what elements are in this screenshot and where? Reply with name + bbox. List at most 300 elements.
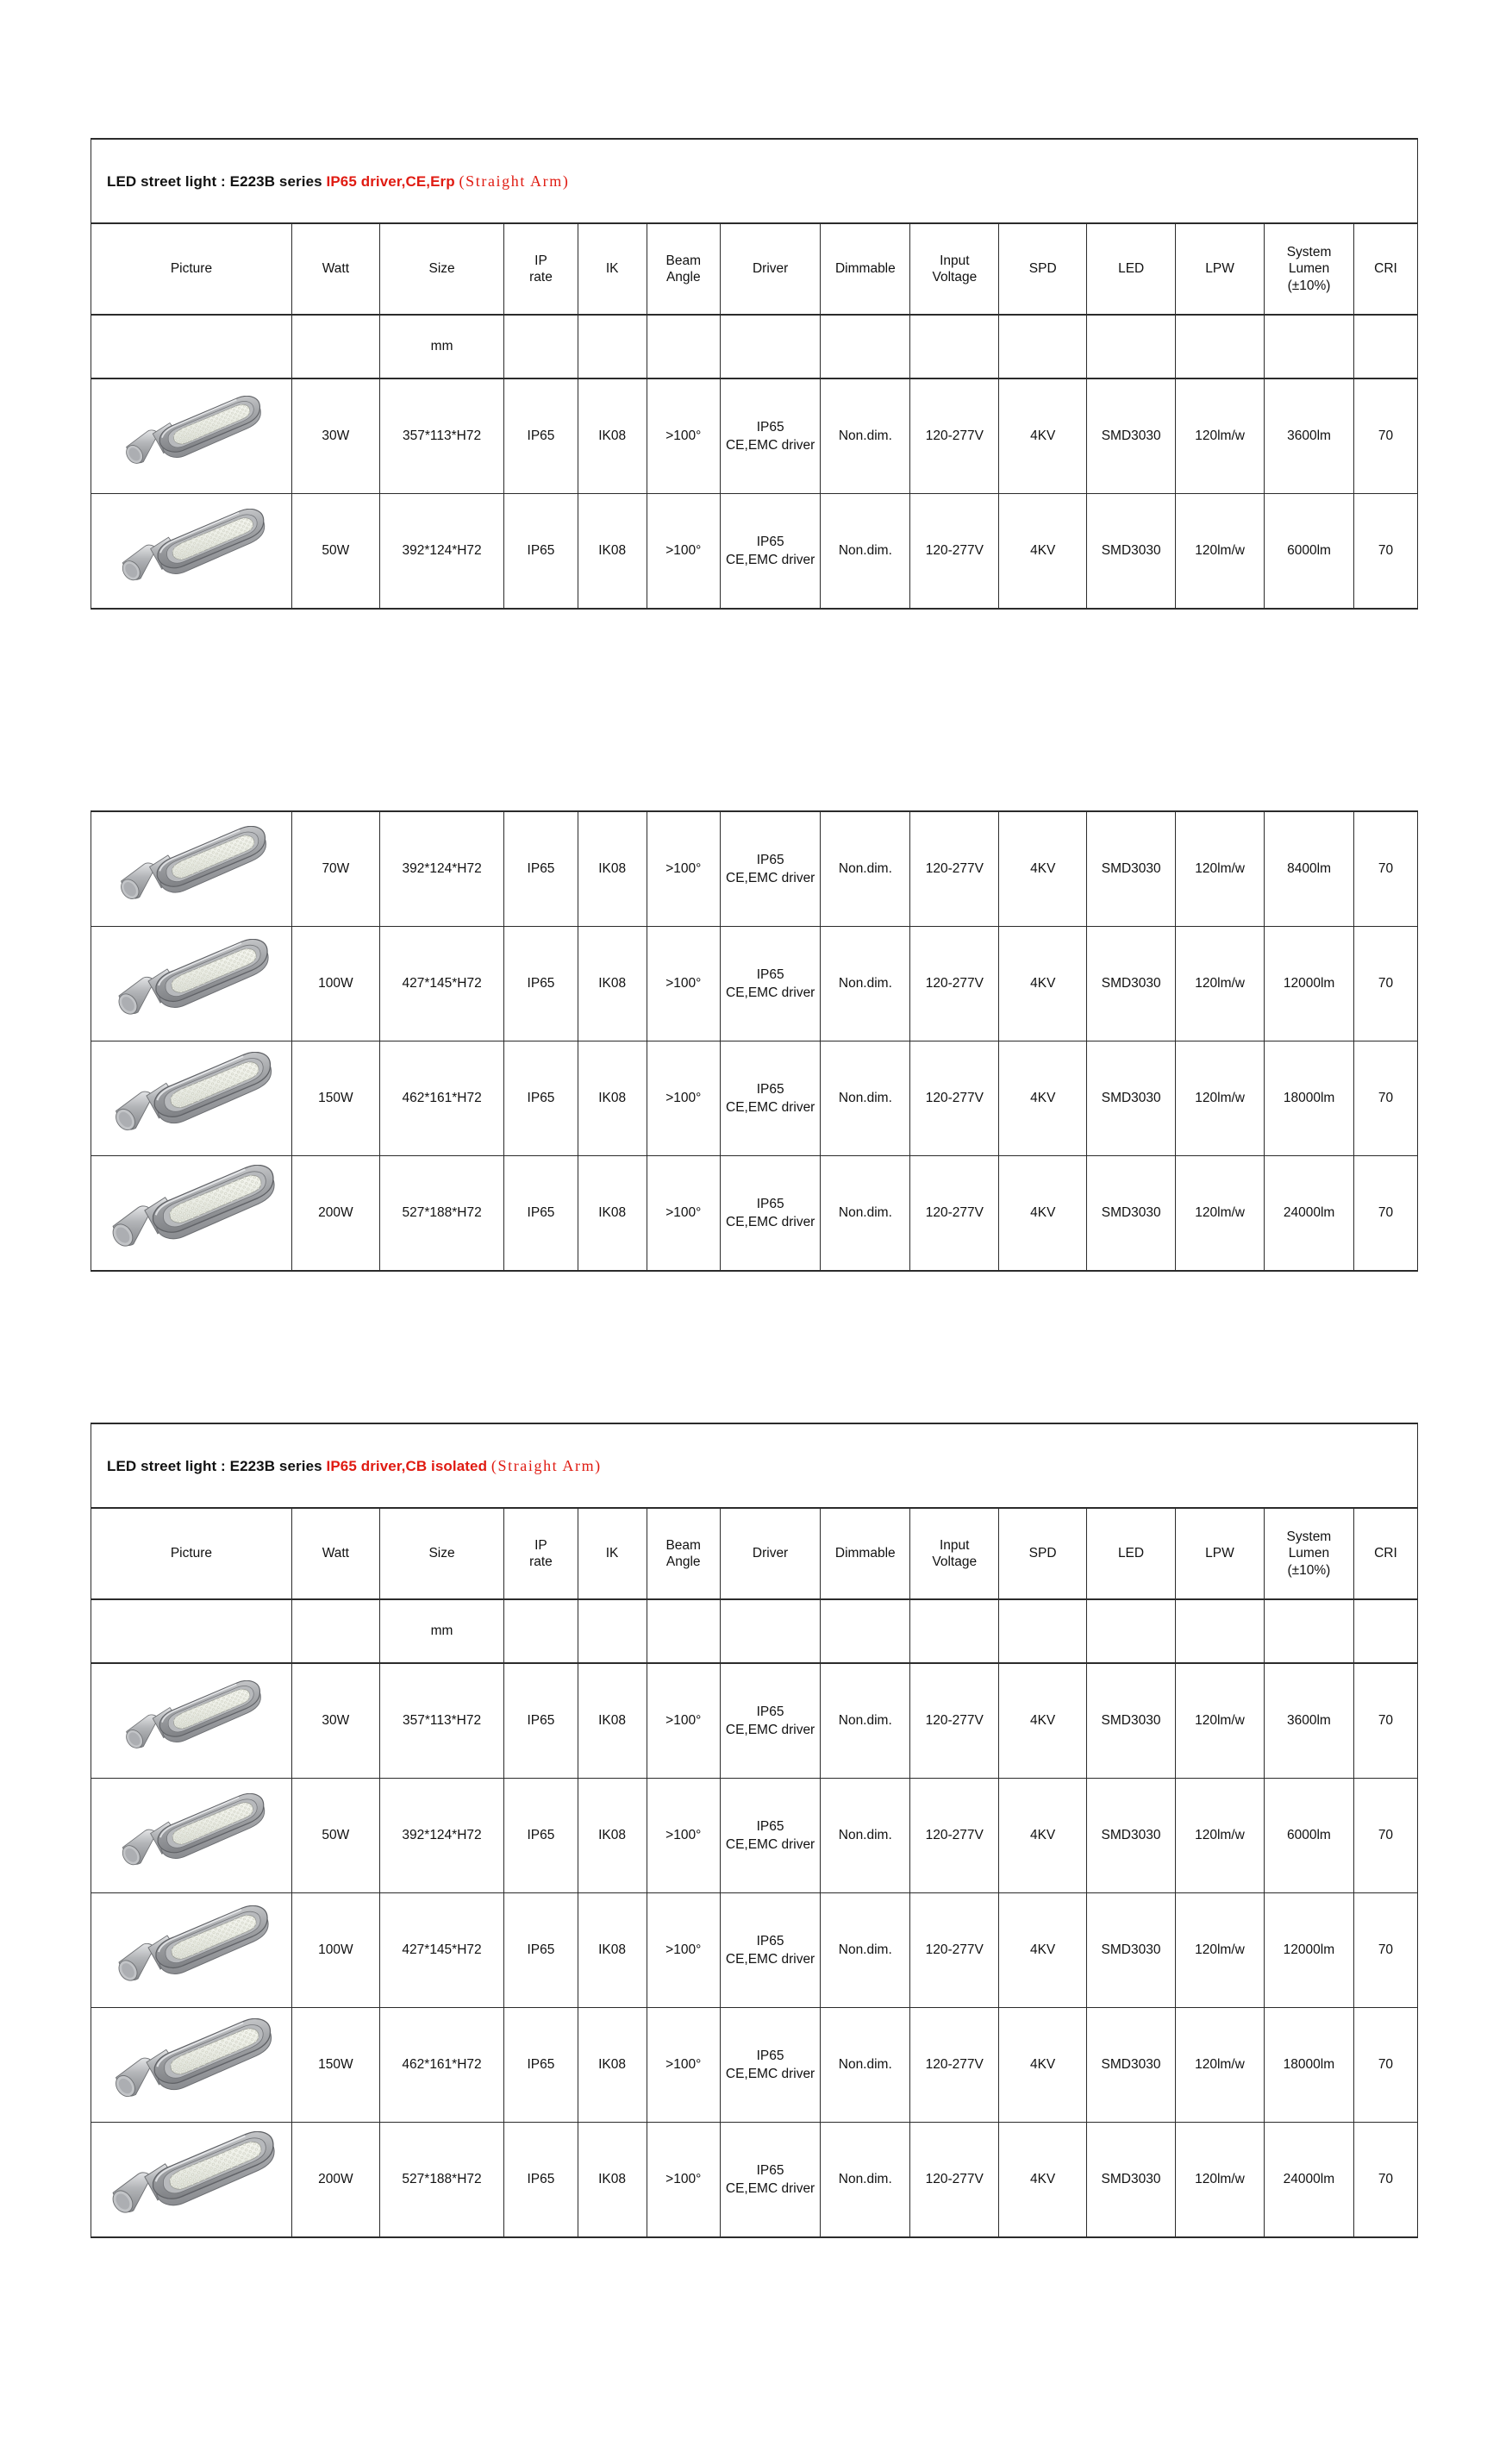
column-header-beam-angle xyxy=(647,1508,720,1599)
cell-driver xyxy=(720,811,820,927)
title-spec: IP65 driver,CB isolated xyxy=(326,1457,491,1474)
pole-socket xyxy=(122,430,158,466)
cell-watt: 30W xyxy=(291,1663,379,1779)
section-title xyxy=(107,172,1417,191)
cell-ip-rate: IP65 xyxy=(504,1779,578,1893)
unit-cell-size: mm xyxy=(379,1599,504,1663)
cell-cri: 70 xyxy=(1353,1893,1417,2008)
driver-line-1: IP65 xyxy=(756,420,784,435)
header-line: (±10%) xyxy=(1287,1562,1331,1578)
driver-line-2: CE,EMC driver xyxy=(725,552,815,567)
cell-system-lumen: 12000lm xyxy=(1264,1893,1353,2008)
cell-dimmable: Non.dim. xyxy=(821,2123,910,2238)
cell-dimmable: Non.dim. xyxy=(821,2008,910,2123)
cell-beam-angle: >100° xyxy=(647,1041,720,1156)
cell-cri: 70 xyxy=(1354,378,1418,494)
cell-cri: 70 xyxy=(1354,927,1418,1041)
cell-size: 357*113*H72 xyxy=(379,378,504,494)
cell-spd: 4KV xyxy=(999,2008,1087,2123)
cell-beam-angle: >100° xyxy=(647,2123,720,2238)
cell-led: SMD3030 xyxy=(1087,494,1176,610)
unit-cell-led xyxy=(1087,1599,1176,1663)
header-line: rate xyxy=(529,1554,553,1569)
led-street-light-icon xyxy=(100,1165,283,1261)
table-row xyxy=(91,1156,1418,1272)
header-line: Watt xyxy=(322,261,350,277)
cell-dimmable: Non.dim. xyxy=(821,1041,910,1156)
cell-watt: 70W xyxy=(291,811,379,927)
cell-ip-rate: IP65 xyxy=(504,1041,578,1156)
header-line: rate xyxy=(529,270,553,285)
cell-ip-rate: IP65 xyxy=(504,927,578,1041)
pole-socket xyxy=(112,2058,153,2100)
pole-socket xyxy=(116,1943,154,1984)
driver-line-2: CE,EMC driver xyxy=(726,985,815,1000)
cell-ip-rate: IP65 xyxy=(504,1893,578,2008)
cell-system-lumen: 24000lm xyxy=(1265,1156,1354,1272)
cell-system-lumen: 24000lm xyxy=(1264,2123,1353,2238)
header-line: Beam xyxy=(665,253,702,268)
cell-watt: 150W xyxy=(291,2008,379,2123)
cell-size: 462*161*H72 xyxy=(379,2008,504,2123)
unit-cell-ik xyxy=(578,315,647,378)
product-picture-cell xyxy=(91,1156,292,1272)
cell-ip-rate: IP65 xyxy=(504,1663,578,1779)
header-line: Angle xyxy=(665,270,701,285)
title-prefix: LED street light : E223B series xyxy=(107,1457,327,1474)
cell-spd: 4KV xyxy=(999,378,1087,494)
table-row xyxy=(91,1779,1418,1893)
led-street-light-icon xyxy=(107,939,276,1029)
column-header-ik xyxy=(578,1508,647,1599)
title-arm: (Straight Arm) xyxy=(490,1456,602,1474)
cell-lpw: 120lm/w xyxy=(1176,494,1265,610)
title-arm: (Straight Arm) xyxy=(459,172,570,190)
driver-line-1: IP65 xyxy=(756,1934,784,1949)
cell-dimmable: Non.dim. xyxy=(821,927,910,1041)
cell-input-voltage: 120-277V xyxy=(910,1156,999,1272)
header-line: Size xyxy=(428,1546,455,1561)
cell-size: 392*124*H72 xyxy=(379,811,504,927)
cell-ip-rate: IP65 xyxy=(504,378,578,494)
led-street-light-icon xyxy=(109,826,273,913)
header-line: Beam xyxy=(665,1537,701,1553)
unit-cell-input-voltage xyxy=(910,1599,999,1663)
driver-line-2: CE,EMC driver xyxy=(725,1836,815,1852)
cell-ik: IK08 xyxy=(578,2008,647,2123)
column-header-cri xyxy=(1353,1508,1417,1599)
column-header-watt xyxy=(291,1508,379,1599)
header-line: SPD xyxy=(1028,1546,1057,1561)
header-line: IK xyxy=(605,1546,619,1561)
cell-system-lumen: 8400lm xyxy=(1265,811,1354,927)
cell-ik: IK08 xyxy=(578,1779,647,1893)
led-street-light-icon xyxy=(103,1052,279,1145)
cell-size: 392*124*H72 xyxy=(379,1779,504,1893)
unit-cell-lpw xyxy=(1175,1599,1264,1663)
cell-watt: 200W xyxy=(291,1156,379,1272)
cell-input-voltage: 120-277V xyxy=(910,378,999,494)
header-line: Dimmable xyxy=(834,261,896,277)
cell-watt: 50W xyxy=(291,1779,379,1893)
cell-input-voltage: 120-277V xyxy=(910,494,999,610)
cell-led: SMD3030 xyxy=(1087,2008,1176,2123)
cell-led: SMD3030 xyxy=(1087,1663,1176,1779)
cell-lpw: 120lm/w xyxy=(1175,1893,1264,2008)
header-line: System xyxy=(1286,1529,1332,1544)
cell-led: SMD3030 xyxy=(1087,1156,1176,1272)
header-line: Input xyxy=(940,253,970,268)
led-street-light-icon xyxy=(103,2018,279,2111)
product-image xyxy=(91,1165,291,1261)
header-line: System xyxy=(1286,244,1332,260)
cell-led: SMD3030 xyxy=(1087,1893,1176,2008)
product-picture-cell xyxy=(91,2123,292,2238)
cell-size: 462*161*H72 xyxy=(379,1041,504,1156)
cell-cri: 70 xyxy=(1354,1041,1418,1156)
unit-cell-spd xyxy=(999,1599,1087,1663)
table-row xyxy=(91,2008,1418,2123)
unit-cell-driver xyxy=(720,1599,820,1663)
unit-cell-beam-angle xyxy=(647,315,720,378)
cell-size: 427*145*H72 xyxy=(379,927,504,1041)
cell-lpw: 120lm/w xyxy=(1175,2008,1264,2123)
product-image xyxy=(91,821,291,917)
column-header-driver xyxy=(720,223,820,315)
cell-ik: IK08 xyxy=(578,927,647,1041)
product-picture-cell xyxy=(91,811,292,927)
cell-cri: 70 xyxy=(1353,1779,1417,1893)
table-header-row xyxy=(91,1508,1418,1599)
header-line: LED xyxy=(1118,261,1145,277)
driver-line-1: IP65 xyxy=(756,853,784,868)
header-line: Picture xyxy=(170,1546,213,1561)
column-header-spd xyxy=(999,223,1087,315)
cell-dimmable: Non.dim. xyxy=(821,1893,910,2008)
driver-line-2: CE,EMC driver xyxy=(726,870,815,885)
driver-line-1: IP65 xyxy=(756,1819,784,1835)
header-line: LPW xyxy=(1205,1546,1234,1561)
driver-line-1: IP65 xyxy=(756,1705,784,1720)
cell-ik: IK08 xyxy=(578,494,647,610)
driver-line-2: CE,EMC driver xyxy=(726,1099,815,1115)
cell-system-lumen: 18000lm xyxy=(1264,2008,1353,2123)
table-row xyxy=(91,927,1418,1041)
cell-ip-rate: IP65 xyxy=(504,2008,578,2123)
unit-cell-size: mm xyxy=(379,315,504,378)
column-header-lpw xyxy=(1175,1508,1264,1599)
unit-cell-beam-angle xyxy=(647,1599,720,1663)
section-title-cell xyxy=(91,1423,1418,1508)
cell-driver xyxy=(720,378,820,494)
spec-table-cb-isolated xyxy=(91,1423,1418,2238)
cell-lpw: 120lm/w xyxy=(1176,1041,1265,1156)
header-line: LED xyxy=(1117,1546,1145,1561)
cell-cri: 70 xyxy=(1354,1156,1418,1272)
table-header-row xyxy=(91,223,1418,315)
unit-cell-spd xyxy=(999,315,1087,378)
cell-cri: 70 xyxy=(1353,1663,1417,1779)
cell-driver xyxy=(720,1779,820,1893)
driver-line-2: CE,EMC driver xyxy=(725,437,815,453)
column-header-watt xyxy=(291,223,379,315)
cell-spd: 4KV xyxy=(999,494,1087,610)
column-header-led xyxy=(1087,1508,1176,1599)
driver-line-1: IP65 xyxy=(756,535,784,550)
cell-dimmable: Non.dim. xyxy=(821,378,910,494)
unit-cell-system-lumen xyxy=(1265,315,1354,378)
cell-system-lumen: 6000lm xyxy=(1265,494,1354,610)
cell-input-voltage: 120-277V xyxy=(910,1663,999,1779)
cell-cri: 70 xyxy=(1354,811,1418,927)
driver-line-1: IP65 xyxy=(756,2163,784,2179)
cell-led: SMD3030 xyxy=(1087,811,1176,927)
header-line: CRI xyxy=(1374,261,1397,277)
product-image xyxy=(91,1902,291,1999)
cell-input-voltage: 120-277V xyxy=(910,2123,999,2238)
cell-watt: 200W xyxy=(291,2123,379,2238)
column-header-system-lumen xyxy=(1265,223,1354,315)
cell-watt: 150W xyxy=(291,1041,379,1156)
column-header-input-voltage xyxy=(910,1508,999,1599)
unit-cell-driver xyxy=(720,315,820,378)
product-image xyxy=(91,1787,291,1884)
product-picture-cell xyxy=(91,2008,292,2123)
spec-table-erp-part2 xyxy=(91,810,1418,1272)
pole-socket xyxy=(109,1206,152,1250)
column-header-ip-rate xyxy=(504,1508,578,1599)
cell-size: 527*188*H72 xyxy=(379,1156,504,1272)
cell-lpw: 120lm/w xyxy=(1176,378,1265,494)
unit-cell-picture xyxy=(91,315,292,378)
led-street-light-icon xyxy=(116,396,267,477)
cell-beam-angle: >100° xyxy=(647,494,720,610)
cell-watt: 30W xyxy=(291,378,379,494)
product-picture-cell xyxy=(91,1041,292,1156)
header-line: Input xyxy=(939,1537,970,1553)
product-image xyxy=(91,503,291,599)
cell-driver xyxy=(720,494,820,610)
cell-lpw: 120lm/w xyxy=(1175,2123,1264,2238)
cell-size: 527*188*H72 xyxy=(379,2123,504,2238)
header-line: Picture xyxy=(170,261,213,277)
column-header-ik xyxy=(578,223,647,315)
driver-line-1: IP65 xyxy=(756,1197,784,1212)
header-line: Lumen xyxy=(1288,1546,1330,1561)
cell-dimmable: Non.dim. xyxy=(821,1156,910,1272)
pole-socket xyxy=(119,1830,156,1868)
cell-lpw: 120lm/w xyxy=(1176,811,1265,927)
unit-cell-watt xyxy=(291,1599,379,1663)
table-row xyxy=(91,811,1418,927)
product-image xyxy=(91,1050,291,1147)
header-line: IP xyxy=(534,1537,547,1553)
cell-lpw: 120lm/w xyxy=(1175,1779,1264,1893)
cell-cri: 70 xyxy=(1354,494,1418,610)
cell-beam-angle: >100° xyxy=(647,1893,720,2008)
product-image xyxy=(91,2131,291,2228)
header-line: Angle xyxy=(665,1554,701,1569)
product-picture-cell xyxy=(91,1663,292,1779)
cell-ip-rate: IP65 xyxy=(504,494,578,610)
cell-dimmable: Non.dim. xyxy=(821,494,910,610)
cell-lpw: 120lm/w xyxy=(1175,1663,1264,1779)
title-spec: IP65 driver,CE,Erp xyxy=(326,172,459,190)
cell-cri: 70 xyxy=(1353,2008,1417,2123)
driver-line-2: CE,EMC driver xyxy=(725,2066,815,2081)
driver-line-2: CE,EMC driver xyxy=(725,1951,815,1967)
column-header-spd xyxy=(999,1508,1087,1599)
header-line: Voltage xyxy=(932,1554,978,1569)
cell-size: 357*113*H72 xyxy=(379,1663,504,1779)
header-line: Lumen xyxy=(1288,261,1330,277)
cell-driver xyxy=(720,2123,820,2238)
product-image xyxy=(91,935,291,1032)
cell-led: SMD3030 xyxy=(1087,2123,1176,2238)
cell-ik: IK08 xyxy=(578,811,647,927)
cell-beam-angle: >100° xyxy=(647,1156,720,1272)
cell-size: 392*124*H72 xyxy=(379,494,504,610)
cell-spd: 4KV xyxy=(999,1156,1087,1272)
header-line: Size xyxy=(428,261,455,277)
cell-input-voltage: 120-277V xyxy=(910,1893,999,2008)
column-header-beam-angle xyxy=(647,223,720,315)
cell-spd: 4KV xyxy=(999,1041,1087,1156)
column-header-cri xyxy=(1354,223,1418,315)
driver-line-1: IP65 xyxy=(756,2049,784,2064)
cell-driver xyxy=(720,2008,820,2123)
table-row xyxy=(91,1663,1418,1779)
cell-system-lumen: 12000lm xyxy=(1265,927,1354,1041)
cell-driver xyxy=(720,1156,820,1272)
driver-line-2: CE,EMC driver xyxy=(726,1214,815,1229)
header-line: IK xyxy=(605,261,619,277)
cell-beam-angle: >100° xyxy=(647,2008,720,2123)
pole-socket xyxy=(112,1092,153,1134)
cell-ip-rate: IP65 xyxy=(504,811,578,927)
product-image xyxy=(91,388,291,485)
unit-cell-ik xyxy=(578,1599,647,1663)
header-line: Driver xyxy=(752,261,789,277)
cell-ik: IK08 xyxy=(578,378,647,494)
table-row xyxy=(91,2123,1418,2238)
cell-driver xyxy=(720,1893,820,2008)
cell-beam-angle: >100° xyxy=(647,927,720,1041)
led-street-light-icon xyxy=(107,1905,276,1995)
cell-input-voltage: 120-277V xyxy=(910,927,999,1041)
led-street-light-icon xyxy=(100,2131,283,2228)
section-title-row xyxy=(91,139,1418,223)
cell-ik: IK08 xyxy=(578,1041,647,1156)
cell-watt: 100W xyxy=(291,1893,379,2008)
header-line: IP xyxy=(534,253,547,268)
section-title xyxy=(107,1456,1417,1476)
title-prefix: LED street light : E223B series xyxy=(107,172,327,190)
header-line: CRI xyxy=(1374,1546,1397,1561)
cell-beam-angle: >100° xyxy=(647,1779,720,1893)
table-row xyxy=(91,378,1418,494)
cell-ip-rate: IP65 xyxy=(504,2123,578,2238)
cell-spd: 4KV xyxy=(999,2123,1087,2238)
cell-watt: 100W xyxy=(291,927,379,1041)
table-row xyxy=(91,494,1418,610)
unit-cell-led xyxy=(1087,315,1176,378)
led-street-light-icon xyxy=(116,1680,267,1761)
cell-size: 427*145*H72 xyxy=(379,1893,504,2008)
cell-beam-angle: >100° xyxy=(647,1663,720,1779)
cell-spd: 4KV xyxy=(999,1779,1087,1893)
cell-dimmable: Non.dim. xyxy=(821,1663,910,1779)
spec-table-erp-part1 xyxy=(91,138,1418,610)
cell-led: SMD3030 xyxy=(1087,378,1176,494)
led-street-light-icon xyxy=(111,509,272,594)
cell-dimmable: Non.dim. xyxy=(821,811,910,927)
unit-cell-system-lumen xyxy=(1264,1599,1353,1663)
header-line: Dimmable xyxy=(834,1546,896,1561)
section-title-row xyxy=(91,1423,1418,1508)
cell-ik: IK08 xyxy=(578,2123,647,2238)
column-header-input-voltage xyxy=(910,223,999,315)
cell-lpw: 120lm/w xyxy=(1176,1156,1265,1272)
column-header-dimmable xyxy=(821,1508,910,1599)
unit-cell-cri xyxy=(1353,1599,1417,1663)
cell-led: SMD3030 xyxy=(1087,1041,1176,1156)
column-header-driver xyxy=(720,1508,820,1599)
unit-cell-picture xyxy=(91,1599,292,1663)
driver-line-1: IP65 xyxy=(756,1082,784,1098)
pole-socket xyxy=(109,2173,152,2217)
section-title-cell xyxy=(91,139,1418,223)
table-row xyxy=(91,1893,1418,2008)
cell-cri: 70 xyxy=(1353,2123,1417,2238)
cell-ik: IK08 xyxy=(578,1663,647,1779)
cell-led: SMD3030 xyxy=(1087,927,1176,1041)
cell-driver xyxy=(720,927,820,1041)
unit-cell-watt xyxy=(291,315,379,378)
cell-beam-angle: >100° xyxy=(647,378,720,494)
cell-ik: IK08 xyxy=(578,1893,647,2008)
cell-ip-rate: IP65 xyxy=(504,1156,578,1272)
cell-ik: IK08 xyxy=(578,1156,647,1272)
header-line: Watt xyxy=(322,1546,349,1561)
led-street-light-icon xyxy=(111,1793,272,1879)
unit-cell-lpw xyxy=(1176,315,1265,378)
unit-cell-dimmable xyxy=(821,315,910,378)
cell-led: SMD3030 xyxy=(1087,1779,1176,1893)
cell-input-voltage: 120-277V xyxy=(910,1779,999,1893)
table-row xyxy=(91,1041,1418,1156)
driver-line-2: CE,EMC driver xyxy=(725,2180,815,2196)
cell-system-lumen: 6000lm xyxy=(1264,1779,1353,1893)
cell-driver xyxy=(720,1663,820,1779)
cell-spd: 4KV xyxy=(999,811,1087,927)
cell-beam-angle: >100° xyxy=(647,811,720,927)
column-header-dimmable xyxy=(821,223,910,315)
cell-input-voltage: 120-277V xyxy=(910,2008,999,2123)
header-line: (±10%) xyxy=(1287,278,1331,293)
unit-row xyxy=(91,315,1418,378)
column-header-size xyxy=(379,223,504,315)
driver-line-1: IP65 xyxy=(756,967,784,983)
cell-system-lumen: 18000lm xyxy=(1265,1041,1354,1156)
unit-cell-dimmable xyxy=(821,1599,910,1663)
cell-input-voltage: 120-277V xyxy=(910,811,999,927)
unit-cell-input-voltage xyxy=(910,315,999,378)
product-picture-cell xyxy=(91,494,292,610)
header-line: LPW xyxy=(1205,261,1234,277)
column-header-system-lumen xyxy=(1264,1508,1353,1599)
cell-system-lumen: 3600lm xyxy=(1264,1663,1353,1779)
